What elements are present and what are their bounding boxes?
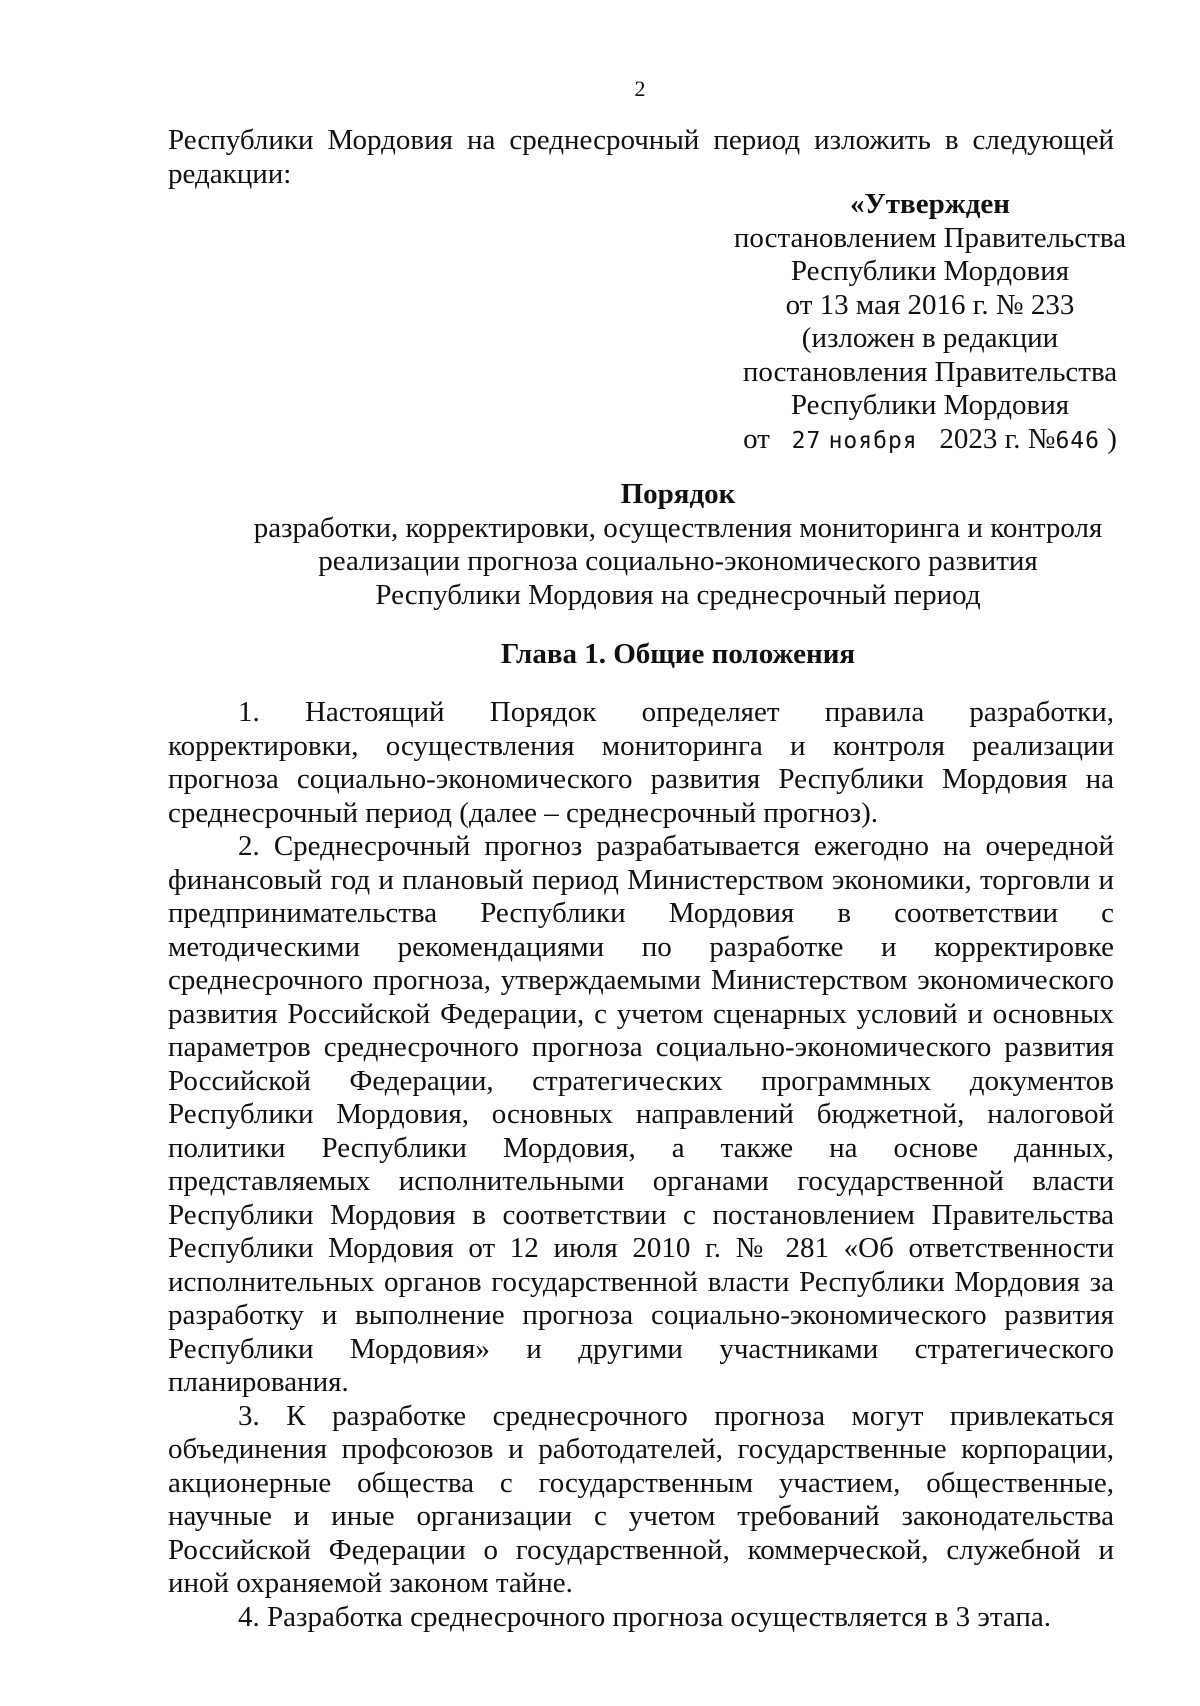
stamp-day: 27 xyxy=(791,427,822,454)
stamp-month: ноября xyxy=(828,427,918,454)
approval-line-3: от 13 мая 2016 г. № 233 xyxy=(785,288,1075,321)
intro-text: Республики Мордовия на среднесрочный период изложить в следующей редакции: xyxy=(168,124,1114,190)
approval-date-line xyxy=(720,423,1140,459)
intro-paragraph xyxy=(168,124,1114,191)
chapter-heading: Глава 1. Общие положения xyxy=(500,638,856,670)
stamp-number: 646 xyxy=(1055,427,1100,454)
approval-line-1: постановлением Правительства xyxy=(733,221,1127,254)
document-heading: Порядок xyxy=(620,478,736,510)
paragraph-2: 2. Среднесрочный прогноз разрабатывается ежегодно на очередной финансовый год и плановый период Министерством экономики, торговли и предпринимательства Республики Мордовия в соответствии с методическими рекомендациями по разработке и корректировке среднесрочного прогноза, утверждаемыми Министерством экономического развития Российской Федерации, с учетом сценарных условий и основных параметров среднесрочного прогноза социально-экономического развития Российской Федерации, стратегических программных документов Республики Мордовия, основных направлений бюджетной, налоговой политики Республики Мордовия, а также на основе данных, представляемых исполнительными органами государственной власти Республики Мордовия в соответствии с постановлением Правительства Республики Мордовия от 12 июля 2010 г. № 281 «Об ответственности исполнительных органов государственной власти Республики Мордовия за разработку и выполнение прогноза социально-экономического развития Республики Мордовия» и другими участниками стратегического планирования. xyxy=(168,830,1114,1398)
approval-block xyxy=(720,188,1140,458)
page-number: 2 xyxy=(634,76,646,101)
date-year: 2023 г. № xyxy=(939,422,1056,455)
paragraph-3: 3. К разработке среднесрочного прогноза могут привлекаться объединения профсоюзов и работодателей, государственные корпорации, акционерные общества с государственным участием, общественные, научные и иные организации с учетом требований законодательства Российской Федерации о государственной, коммерческой, служебной и иной охраняемой законом тайне. xyxy=(168,1399,1114,1599)
date-prefix: от xyxy=(743,422,770,455)
approved-label: «Утвержден xyxy=(850,188,1010,220)
paragraph-1: 1. Настоящий Порядок определяет правила разработки, корректировки, осуществления мониторинга и контроля реализации прогноза социально-экономического развития Республики Мордовия на среднесрочный период (далее – среднесрочный прогноз). xyxy=(168,696,1114,829)
document-subtitle-line-1: разработки, корректировки, осуществления мониторинга и контроля xyxy=(253,511,1103,544)
document-title-block xyxy=(168,478,1188,612)
approval-line-5: постановления Правительства xyxy=(742,355,1118,388)
paragraph-4: 4. Разработка среднесрочного прогноза осуществляется в 3 этапа. xyxy=(238,1600,1051,1633)
main-text xyxy=(168,696,1114,1634)
date-suffix: ) xyxy=(1107,422,1117,455)
approval-line-4: (изложен в редакции xyxy=(801,322,1059,354)
document-subtitle-line-3: Республики Мордовия на среднесрочный период xyxy=(375,578,981,611)
document-subtitle-line-2: реализации прогноза социально-экономического развития xyxy=(318,545,1038,577)
approval-line-6: Республики Мордовия xyxy=(790,389,1070,421)
approval-line-2: Республики Мордовия xyxy=(790,255,1070,287)
